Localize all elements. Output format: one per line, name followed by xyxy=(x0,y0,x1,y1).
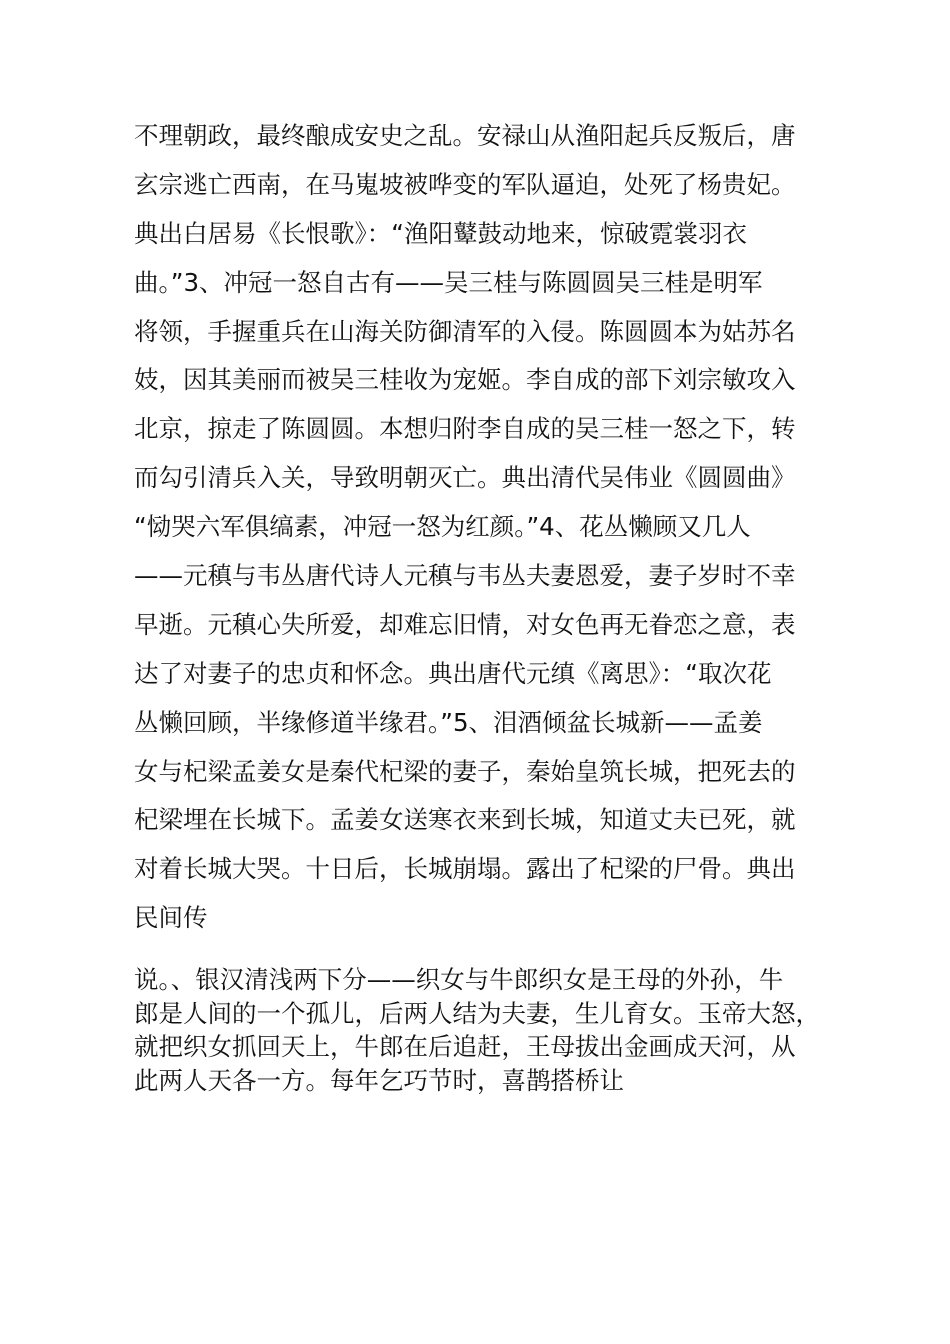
paragraph-1-line-2: 玄宗逃亡西南，在马嵬坡被哗变的军队逼迫，处死了杨贵妃。 xyxy=(134,169,796,199)
paragraph-1-line-4: 曲。”3、冲冠一怒自古有——吴三桂与陈圆圆吴三桂是明军 xyxy=(134,267,763,297)
paragraph-2-line-2: 郎是人间的一个孤儿，后两人结为夫妻，生儿育女。玉帝大怒， xyxy=(134,998,820,1028)
paragraph-1-line-14: 女与杞梁孟姜女是秦代杞梁的妻子，秦始皇筑长城，把死去的 xyxy=(134,756,796,786)
paragraph-2 xyxy=(134,963,820,1097)
paragraph-1-line-3: 典出白居易《长恨歌》：“渔阳鼙鼓动地来，惊破霓裳羽衣 xyxy=(134,218,747,248)
paragraph-1-line-11: 早逝。元稹心失所爱，却难忘旧情，对女色再无眷恋之意，表 xyxy=(134,609,796,639)
paragraph-1-line-9: “恸哭六军俱缟素，冲冠一怒为红颜。”4、花丛懒顾又几人 xyxy=(134,512,751,542)
paragraph-1-line-17: 民间传 xyxy=(134,903,208,933)
paragraph-1-line-10: ——元稹与韦丛唐代诗人元稹与韦丛夫妻恩爱，妻子岁时不幸 xyxy=(134,561,796,591)
paragraph-1-line-6: 妓，因其美丽而被吴三桂收为宠姬。李自成的部下刘宗敏攻入 xyxy=(134,365,796,395)
paragraph-2-line-3: 就把织女抓回天上，牛郎在后追赶，王母拔出金画成天河，从 xyxy=(134,1032,796,1061)
paragraph-1-line-5: 将领，手握重兵在山海关防御清军的入侵。陈圆圆本为姑苏名 xyxy=(134,316,796,346)
paragraph-1-line-16: 对着长城大哭。十日后，长城崩塌。露出了杞梁的尸骨。典出 xyxy=(134,854,796,884)
paragraph-1-line-12: 达了对妻子的忠贞和怀念。典出唐代元缜《离思》：“取次花 xyxy=(134,658,772,688)
paragraph-1-line-13: 丛懒回顾，半缘修道半缘君。”5、泪酒倾盆长城新——孟姜 xyxy=(134,707,763,737)
paragraph-1-line-8: 而勾引清兵入关，导致明朝灭亡。典出清代吴伟业《圆圆曲》 xyxy=(134,463,796,493)
paragraph-1-line-7: 北京，掠走了陈圆圆。本想归附李自成的吴三桂一怒之下，转 xyxy=(134,414,796,444)
paragraph-1-line-15: 杞梁埋在长城下。孟姜女送寒衣来到长城，知道丈夫已死，就 xyxy=(134,805,796,835)
paragraph-1 xyxy=(134,112,796,943)
paragraph-2-line-4: 此两人天各一方。每年乞巧节时，喜鹊搭桥让 xyxy=(134,1065,624,1095)
paragraph-1-line-1: 不理朝政，最终酿成安史之乱。安禄山从渔阳起兵反叛后，唐 xyxy=(134,121,796,150)
paragraph-2-line-1: 说。、银汉清浅两下分——织女与牛郎织女是王母的外孙，牛 xyxy=(134,965,784,994)
